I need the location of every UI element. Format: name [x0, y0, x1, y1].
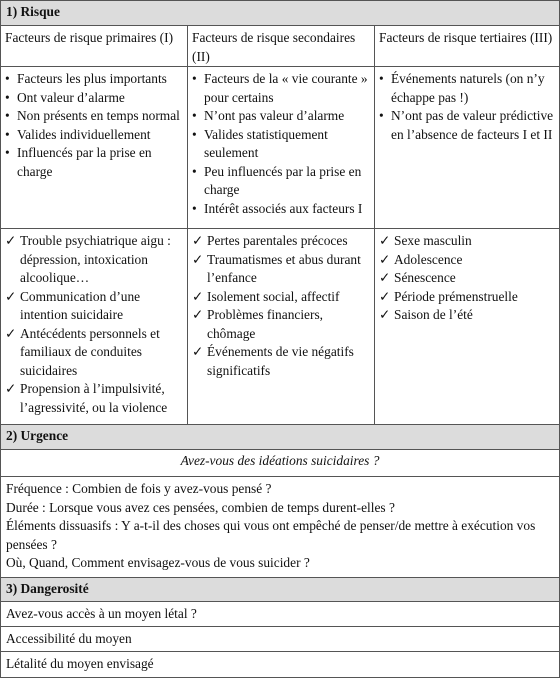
question-duree: Durée : Lorsque vous avez ces pensées, combien de temps durent-elles ? [6, 499, 395, 515]
characteristics-secondary [187, 67, 374, 228]
urgence-questions [0, 477, 560, 578]
list-item: ✓ Antécédents personnels et familiaux de conduites suicidaires [5, 325, 160, 378]
examples-tertiary [374, 229, 560, 424]
list-item: • N’ont pas de valeur prédictive en l’absence de facteurs I et II [379, 108, 554, 142]
characteristics-tertiary [374, 67, 560, 228]
question-frequence: Fréquence : Combien de fois y avez-vous pensé ? [6, 481, 272, 496]
list-item: ✓ Pertes parentales précoces [192, 232, 370, 251]
check-icon: ✓ [379, 251, 391, 267]
check-icon: ✓ [192, 251, 204, 267]
list-item: ✓ Traumatismes et abus durant l’enfance [192, 251, 361, 285]
list-item: ✓ Isolement social, affectif [192, 288, 370, 307]
section-header-dangerosite [0, 578, 560, 602]
list-item: ✓ Trouble psychiatrique aigu : dépression, intoxication alcoolique… [5, 233, 171, 285]
list-item: • Peu influencés par la prise en charge [192, 163, 362, 197]
section-title: 1) Risque [6, 4, 60, 19]
question-elements-dissuasifs: Éléments dissuasifs : Y a-t-il des choses qui vous ont empêché de penser/de mettre à exécution vos pensées ? [6, 518, 536, 552]
section-header-urgence [0, 425, 560, 450]
section-header-risque [0, 0, 560, 26]
list-item: • Événements naturels (on n’y échappe pas !) [379, 71, 545, 105]
list-item: ✓ Événements de vie négatifs significatifs [192, 344, 354, 378]
check-icon: ✓ [192, 233, 204, 248]
bullet-list [192, 70, 370, 218]
list-item: • Valides statistiquement seulement [192, 126, 328, 160]
list-item: • Facteurs les plus importants [5, 71, 167, 86]
section-title: 2) Urgence [6, 428, 69, 443]
check-icon: ✓ [5, 381, 17, 396]
check-icon: ✓ [192, 288, 204, 304]
list-item: ✓ Saison de l’été [379, 306, 557, 325]
list-item: • Facteurs de la « vie courante » pour certains [192, 71, 368, 105]
list-item: • Non présents en temps normal [5, 108, 180, 123]
check-icon: ✓ [5, 233, 17, 248]
list-item: • Intérêt associés aux facteurs I [192, 200, 363, 216]
list-item: • N’ont pas valeur d’alarme [192, 108, 345, 123]
column-header-primary: Facteurs de risque primaires (I) [5, 30, 174, 45]
column-header-tertiary: Facteurs de risque tertiaires (III) [374, 26, 560, 66]
section-title: 3) Dangerosité [6, 581, 89, 596]
characteristics-row [0, 67, 560, 229]
check-icon: ✓ [379, 307, 391, 322]
examples-row [0, 229, 560, 425]
check-icon: ✓ [379, 288, 391, 304]
check-icon: ✓ [5, 325, 17, 341]
bullet-list [379, 70, 557, 144]
examples-primary [1, 229, 187, 424]
list-item: ✓ Période prémenstruelle [379, 288, 557, 307]
check-list [5, 232, 183, 417]
examples-secondary [187, 229, 374, 424]
check-list [192, 232, 370, 380]
list-item: ✓ Sexe masculin [379, 232, 557, 251]
list-item: ✓ Sénescence [379, 269, 557, 288]
check-icon: ✓ [379, 233, 391, 248]
check-icon: ✓ [192, 307, 204, 322]
column-header-secondary: Facteurs de risque secondaires (II) [187, 26, 374, 66]
columns-header-row [0, 26, 560, 67]
bullet-list [5, 70, 183, 181]
list-item: • Ont valeur d’alarme [5, 89, 125, 105]
dangerosite-row: Accessibilité du moyen [0, 627, 560, 652]
ideation-question: Avez-vous des idéations suicidaires ? [0, 450, 560, 477]
list-item: • Influencés par la prise en charge [5, 145, 152, 179]
characteristics-primary [1, 67, 187, 228]
dangerosite-row: Létalité du moyen envisagé [0, 652, 560, 678]
check-list [379, 232, 557, 325]
list-item: ✓ Problèmes financiers, chômage [192, 307, 324, 341]
dangerosite-row: Avez-vous accès à un moyen létal ? [0, 602, 560, 627]
check-icon: ✓ [5, 288, 17, 304]
list-item: ✓ Propension à l’impulsivité, l’agressivité, ou la violence [5, 381, 168, 415]
question-ou-quand-comment: Où, Quand, Comment envisagez-vous de vous suicider ? [6, 555, 310, 570]
list-item: ✓ Communication d’une intention suicidaire [5, 288, 141, 322]
list-item: • Valides individuellement [5, 126, 151, 142]
list-item: ✓ Adolescence [379, 251, 557, 270]
check-icon: ✓ [379, 270, 391, 285]
check-icon: ✓ [192, 344, 204, 359]
